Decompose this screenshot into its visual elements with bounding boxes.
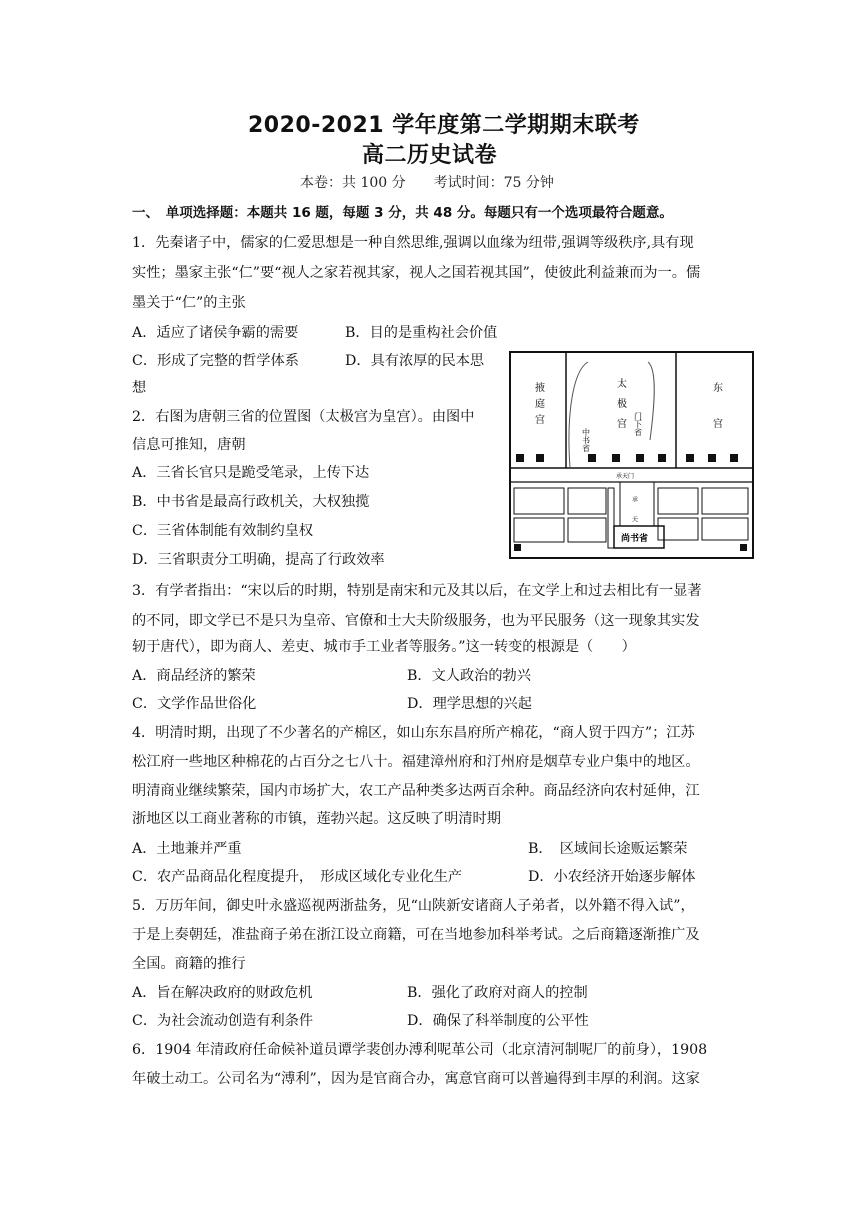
- q5-option-b[interactable]: B．强化了政府对商人的控制: [407, 985, 588, 1001]
- q1-line-3: 墨关于“仁”的主张: [132, 295, 246, 311]
- q5-line-1: 5．万历年间，御史叶永盛巡视两浙盐务，见“山陕新安诸商人子弟者，以外籍不得入试”，: [132, 898, 695, 914]
- map-label-shangshu: 尚书省: [621, 534, 649, 544]
- q4-line-3: 明清商业继续繁荣，国内市场扩大，农工产品种类多达两百余种。商品经济向农村延伸，江: [132, 783, 700, 799]
- q4-option-c[interactable]: C．农产品商品化程度提升， 形成区域化专业化生产: [132, 869, 463, 885]
- section-heading: 一、 单项选择题：本题共 16 题，每题 3 分，共 48 分。每题只有一个选项最符合题意。: [132, 205, 673, 221]
- q4-line-4: 浙地区以工商业著称的市镇，莲勃兴起。这反映了明清时期: [132, 811, 501, 827]
- q1-option-b[interactable]: B．目的是重构社会价值: [345, 325, 498, 341]
- map-label-gate: 承天门: [616, 473, 635, 480]
- q2-line-2: 信息可推知，唐朝: [132, 437, 246, 453]
- map-label-yeting-palace: 掖庭宫: [532, 382, 544, 430]
- q3-option-b[interactable]: B．文人政治的勃兴: [407, 668, 531, 684]
- q3-line-3: 轫于唐代），即为商人、差吏、城市手工业者等服务。”这一转变的根源是（ ）: [132, 639, 636, 655]
- q1-option-d[interactable]: D．具有浓厚的民本思: [345, 353, 485, 369]
- q2-line-1: 2．右图为唐朝三省的位置图（太极宫为皇宫）。由图中: [132, 409, 475, 425]
- q5-option-c[interactable]: C．为社会流动创造有利条件: [132, 1013, 314, 1029]
- q5-option-d[interactable]: D．确保了科举制度的公平性: [407, 1013, 589, 1029]
- q3-option-c[interactable]: C．文学作品世俗化: [132, 696, 257, 712]
- q5-line-3: 全国。商籍的推行: [132, 956, 246, 972]
- q2-option-d[interactable]: D．三省职责分工明确，提高了行政效率: [132, 552, 385, 568]
- q4-option-a[interactable]: A．土地兼并严重: [132, 841, 242, 857]
- map-label-east-palace: 东宫: [710, 382, 722, 454]
- q1-option-a[interactable]: A．适应了诸侯争霸的需要: [132, 325, 299, 341]
- map-label-menxia: 门下省: [633, 412, 643, 436]
- exam-subtitle: 高二历史试卷: [362, 143, 498, 168]
- q1-line-2: 实性；墨家主张“仁”要“视人之家若视其家，视人之国若视其国”，使彼此利益兼而为一。儒: [132, 265, 701, 281]
- map-label-street: 承天: [630, 496, 638, 536]
- exam-info: 本卷：共 100 分 考试时间：75 分钟: [300, 175, 554, 191]
- tang-palace-map: [508, 350, 755, 560]
- q4-line-1: 4．明清时期，出现了不少著名的产棉区，如山东东昌府所产棉花，“商人贸于四方”；江苏: [132, 725, 695, 741]
- q2-option-c[interactable]: C．三省体制能有效制约皇权: [132, 523, 314, 539]
- q1-line-1: 1．先秦诸子中，儒家的仁爱思想是一种自然思维,强调以血缘为纽带,强调等级秩序,具有现: [132, 235, 694, 251]
- q2-option-a[interactable]: A．三省长官只是跪受笔录，上传下达: [132, 465, 370, 481]
- q5-line-2: 于是上奏朝廷，准盐商子弟在浙江设立商籍，可在当地参加科举考试。之后商籍逐渐推广及: [132, 927, 700, 943]
- q3-line-1: 3．有学者指出：“宋以后的时期，特别是南宋和元及其以后，在文学上和过去相比有一显著: [132, 583, 702, 599]
- q4-option-d[interactable]: D．小农经济开始逐步解体: [528, 869, 696, 885]
- q3-line-2: 的不同，即文学已不是只为皇帝、官僚和士大夫阶级服务，也为平民服务（这一现象其实发: [132, 613, 700, 629]
- q1-option-d-continued: 想: [132, 380, 147, 396]
- q1-option-c[interactable]: C．形成了完整的哲学体系: [132, 353, 299, 369]
- q6-line-2: 年破土动工。公司名为“溥利”，因为是官商合办，寓意官商可以普遍得到丰厚的利润。这家: [132, 1071, 700, 1087]
- map-label-taiji-palace: 太极宫: [614, 378, 626, 438]
- q4-option-b[interactable]: B． 区域间长途贩运繁荣: [528, 841, 688, 857]
- map-label-zhongshu: 中书省: [581, 428, 591, 452]
- q2-option-b[interactable]: B．中书省是最高行政机关，大权独揽: [132, 494, 370, 510]
- exam-title: 2020-2021 学年度第二学期期末联考: [248, 113, 640, 138]
- q6-line-1: 6．1904 年清政府任命候补道员谭学裴创办溥利呢革公司（北京清河制呢厂的前身），1908: [132, 1042, 708, 1058]
- q5-option-a[interactable]: A．旨在解决政府的财政危机: [132, 985, 313, 1001]
- q3-option-a[interactable]: A．商品经济的繁荣: [132, 668, 256, 684]
- q4-line-2: 松江府一些地区种棉花的占百分之七八十。福建漳州府和汀州府是烟草专业户集中的地区。: [132, 754, 700, 770]
- q3-option-d[interactable]: D．理学思想的兴起: [407, 696, 532, 712]
